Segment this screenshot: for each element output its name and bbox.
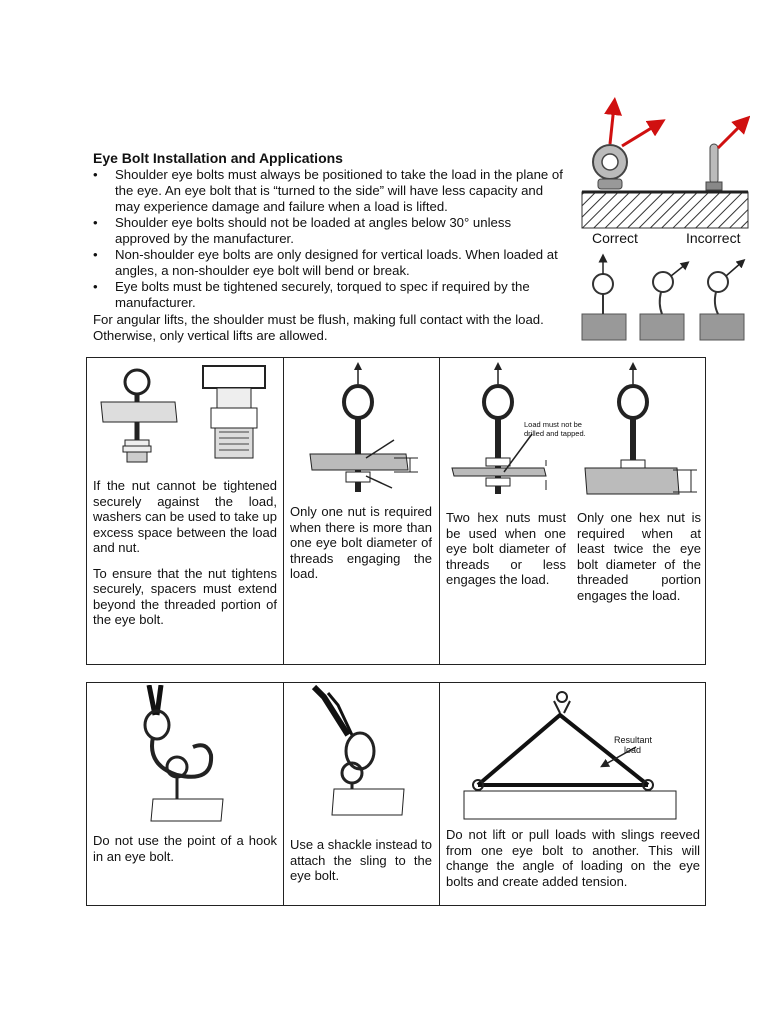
washers-text: If the nut cannot be tightened securely against the load, washers can be used to take up excess space between the load and nut. — [93, 478, 277, 555]
two-hex-nuts-text: Two hex nuts must be used when one eye bolt diameter of threads or less engages the load. — [446, 510, 566, 587]
bullet-item: • Shoulder eye bolts should not be loaded at angles below 30° unless approved by the manufacturer. — [93, 215, 563, 247]
table-nuts-washers — [86, 357, 706, 665]
cell-shackle — [284, 683, 439, 905]
cell-one-nut — [284, 358, 439, 664]
cell-reeved-slings — [440, 683, 706, 905]
correct-incorrect-illustration — [578, 96, 750, 246]
one-nut-text: Only one nut is required when there is more than one eye bolt diameter of threads engaging the load. — [290, 504, 432, 581]
angular-lift-paragraph: For angular lifts, the shoulder must be flush, making full contact with the load. Otherwise, only vertical lifts are allowed. — [93, 312, 544, 343]
drilled-note-line1: Load must not be — [524, 420, 582, 429]
reeved-slings-text: Do not lift or pull loads with slings reeved from one eye bolt to another. This will change the angle of loading on the eye bolts and create added tension. — [446, 827, 700, 889]
resultant-note-line1: Resultant — [614, 735, 653, 745]
bullet-list — [93, 167, 563, 311]
one-nut-illustration — [294, 362, 430, 502]
hook-illustration — [127, 685, 247, 825]
resultant-load-note — [614, 735, 652, 755]
shackle-text: Use a shackle instead to attach the sling to the eye bolt. — [290, 837, 432, 883]
washers-spacers-illustration — [95, 362, 277, 474]
table-slings — [86, 682, 706, 906]
spacers-text: To ensure that the nut tightens securely, spacers must extend beyond the threaded portion of the eye bolt. — [93, 565, 277, 627]
correct-label: Correct — [592, 230, 638, 246]
angled-eye-bolts-illustration — [578, 252, 750, 344]
reeved-slings-illustration — [448, 687, 696, 821]
drilled-note-line2: drilled and tapped. — [524, 429, 586, 438]
shackle-illustration — [304, 685, 424, 825]
one-hex-nut-illustration — [577, 362, 701, 502]
cell-hook-point — [87, 683, 283, 905]
eye-bolt-orientation-figure — [578, 96, 750, 346]
hook-text: Do not use the point of a hook in an eye bolt. — [93, 833, 277, 864]
bullet-item: • Eye bolts must be tightened securely, torqued to spec if required by the manufacturer. — [93, 279, 563, 311]
incorrect-label: Incorrect — [686, 230, 741, 246]
cell-two-hex-nuts — [440, 358, 586, 664]
section-title: Eye Bolt Installation and Applications — [93, 150, 343, 166]
one-hex-nut-text: Only one hex nut is required when at least twice the eye bolt diameter of the threaded portion engages the load. — [577, 510, 701, 603]
resultant-note-line2: load — [624, 745, 642, 755]
cell-washers-spacers — [87, 358, 283, 664]
bullet-item: • Shoulder eye bolts must always be positioned to take the load in the plane of the eye. An eye bolt that is “turned to the side” will have less capacity and may experience damage and failure when a load is lifted. — [93, 167, 563, 215]
bullet-item: • Non-shoulder eye bolts are only designed for vertical loads. When loaded at angles, a non-shoulder eye bolt will bend or break. — [93, 247, 563, 279]
cell-one-hex-nut — [573, 358, 705, 664]
